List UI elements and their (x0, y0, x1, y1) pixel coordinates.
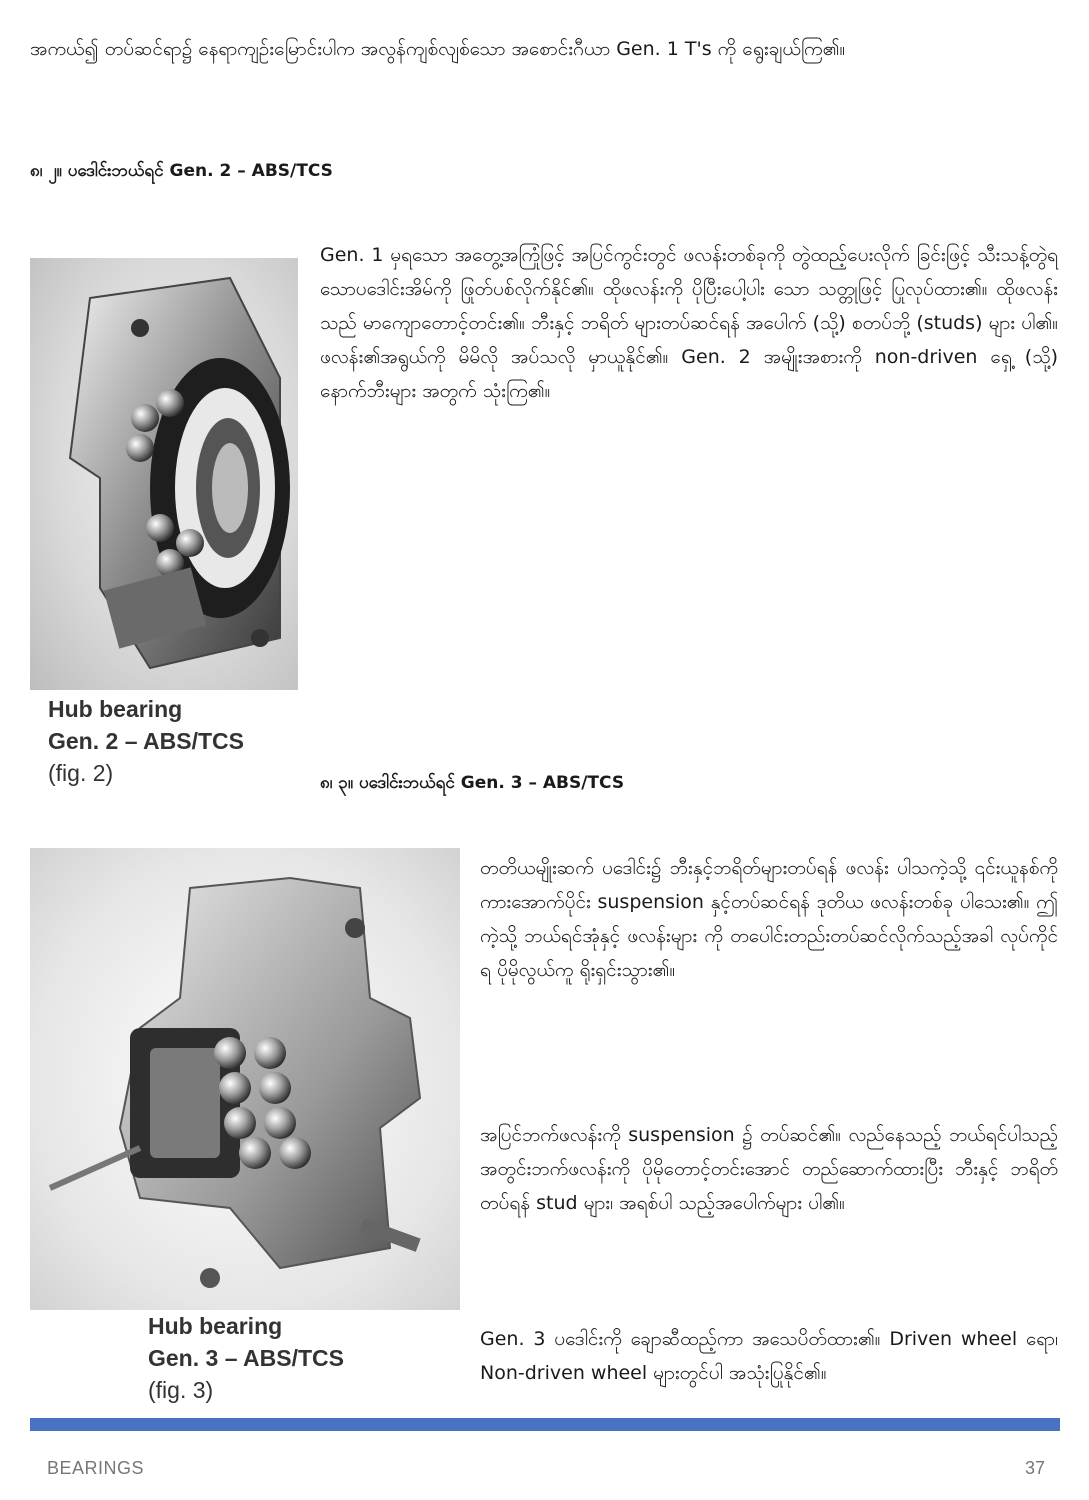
hub-bearing-gen3-illustration (30, 848, 460, 1310)
gen3-body-paragraph-3: Gen. 3 ပဒေါင်းကို ချောဆီထည့်ကာ အသေပိတ်ထား၏။ Driven wheel ရော၊ Non-driven wheel များတွင်ပါ အသုံးပြုနိုင်၏။ (480, 1328, 1058, 1384)
gen2-body-paragraph: Gen. 1 မှရသော အတွေ့အကြုံဖြင့် အပြင်ကွင်းတွင် ဖလန်းတစ်ခုကို တွဲထည့်ပေးလိုက် ခြင်းဖြင့် သီးသန့်တွဲရသောပဒေါင်းအိမ်ကို ဖြုတ်ပစ်လိုက်နိုင်၏။ ထိုဖလန်းကို ပိုပြီးပေါ့ပါး သော သတ္တုဖြင့် ပြုလုပ်ထား၏။ ထိုဖလန်းသည် မာကျောတောင့်တင်း၏။ ဘီးနှင့် ဘရိတ် များတပ်ဆင်ရန် အပေါက် (သို့) စတပ်ဘို့ (studs) များ ပါ၏။ ဖလန်း၏အရွယ်ကို မိမိလို အပ်သလို မှာယူနိုင်၏။ Gen. 2 အမျိုးအစားကို non-driven ရှေ့ (သို့) နောက်ဘီးများ အတွက် သုံးကြ၏။ (320, 244, 1058, 402)
page-number: 37 (1024, 1458, 1045, 1478)
footer-rule (30, 1418, 1060, 1431)
caption-gen2-line1: Hub bearing (48, 696, 183, 722)
caption-gen2-line2: Gen. 2 – ABS/TCS (48, 728, 244, 754)
figure-hub-bearing-gen3 (30, 848, 460, 1310)
figure-caption-gen3 (148, 1310, 344, 1406)
caption-gen3-line1: Hub bearing (148, 1313, 283, 1339)
caption-gen3-line3: (fig. 3) (148, 1377, 214, 1403)
section-heading-gen2: ၈၊ ၂။ ပဒေါင်းဘယ်ရင် Gen. 2 – ABS/TCS (30, 161, 333, 181)
caption-gen2-line3: (fig. 2) (48, 760, 114, 786)
gen3-body-paragraph-1: တတိယမျိုးဆက် ပဒေါင်း၌ ဘီးနှင့်ဘရိတ်များတပ်ရန် ဖလန်း ပါသကဲ့သို့ ၎င်းယူနစ်ကို ကားအောက်ပိုင်း suspension နှင့်တပ်ဆင်ရန် ဒုတိယ ဖလန်းတစ်ခု ပါသေး၏။ ဤကဲ့သို့ ဘယ်ရင်အုံနှင့် ဖလန်းများ ကို တပေါင်းတည်းတပ်ဆင်လိုက်သည့်အခါ လုပ်ကိုင်ရ ပိုမိုလွယ်ကူ ရိုးရှင်းသွား၏။ (480, 857, 1058, 981)
section-heading-gen3: ၈၊ ၃။ ပဒေါင်းဘယ်ရင် Gen. 3 – ABS/TCS (320, 773, 625, 793)
figure-caption-gen2 (48, 693, 244, 789)
caption-gen3-line2: Gen. 3 – ABS/TCS (148, 1345, 344, 1371)
gen3-body-paragraph-2: အပြင်ဘက်ဖလန်းကို suspension ၌ တပ်ဆင်၏။ လည်နေသည့် ဘယ်ရင်ပါသည့် အတွင်းဘက်ဖလန်းကို ပိုမိုတောင့်တင်းအောင် တည်ဆောက်ထားပြီး ဘီးနှင့် ဘရိတ်တပ်ရန် stud များ၊ အရစ်ပါ သည့်အပေါက်များ ပါ၏။ (480, 1124, 1058, 1214)
footer-section-title: BEARINGS (47, 1458, 145, 1478)
intro-paragraph: အကယ်၍ တပ်ဆင်ရာ၌ နေရာကျဉ်းမြောင်းပါက အလွန်ကျစ်လျစ်သော အစောင်းဂီယာ Gen. 1 T's ကို ရွေးချယ်ကြ၏။ (30, 38, 846, 60)
figure-hub-bearing-gen2 (30, 258, 298, 690)
hub-bearing-gen2-illustration (30, 258, 298, 690)
